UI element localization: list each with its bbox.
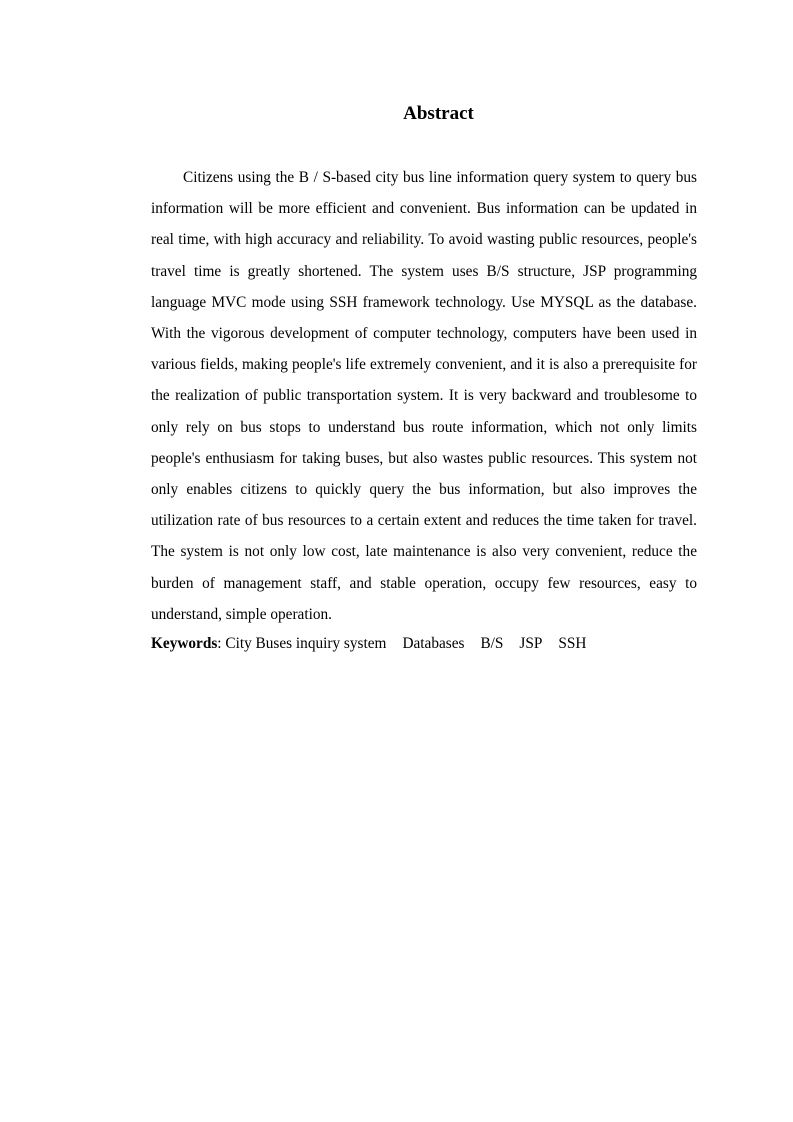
keyword-item: City Buses inquiry system xyxy=(225,635,387,652)
abstract-title: Abstract xyxy=(403,103,474,124)
keyword-item: JSP xyxy=(519,635,543,652)
keyword-item: Databases xyxy=(402,635,465,652)
keyword-item: B/S xyxy=(480,635,504,652)
keywords-label: Keywords xyxy=(151,635,218,652)
keyword-item: SSH xyxy=(558,635,587,652)
keywords-separator: : xyxy=(217,635,226,652)
abstract-body: Citizens using the B / S-based city bus line information query system to query bus information will be more efficient and convenient. Bus information can be updated in real time, with high accuracy and reliability. To avoid wasting public resources, people's travel time is greatly shortened. The system uses B/S structure, JSP programming language MVC mode using SSH framework technology. Use MYSQL as the database. With the vigorous development of computer technology, computers have been used in various fields, making people's life extremely convenient, and it is also a prerequisite for the realization of public transportation system. It is very backward and troublesome to only rely on bus stops to understand bus route information, which not only limits people's enthusiasm for taking buses, but also wastes public resources. This system not only enables citizens to quickly query the bus information, but also improves the utilization rate of bus resources to a certain extent and reduces the time taken for travel. The system is not only low cost, late maintenance is also very convenient, reduce the burden of management staff, and stable operation, occupy few resources, easy to understand, simple operation. xyxy=(151,169,697,623)
keywords-line xyxy=(151,628,697,659)
